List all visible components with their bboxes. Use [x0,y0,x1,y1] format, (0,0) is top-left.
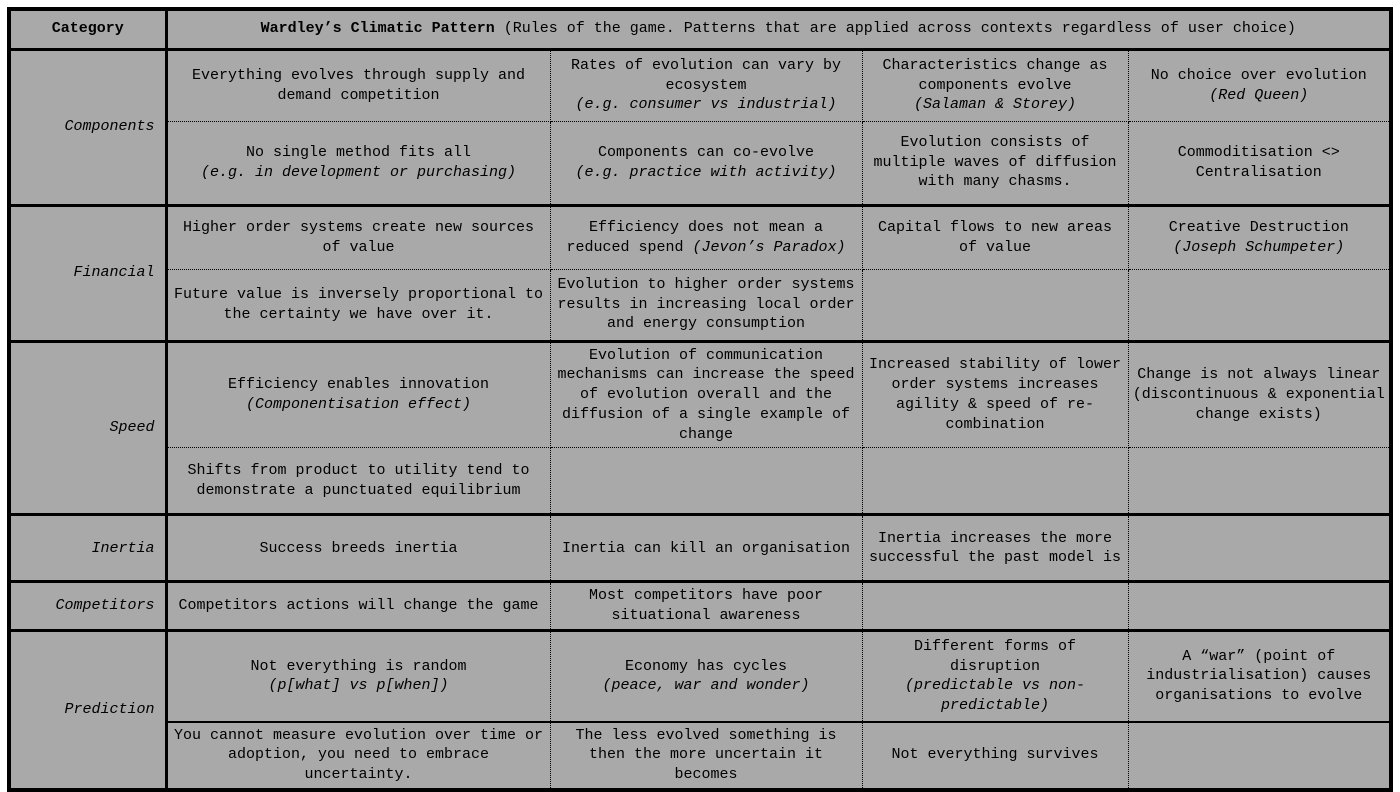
pattern-cell [862,582,1128,631]
pattern-note: (Jevon’s Paradox) [692,238,846,256]
pattern-cell [1128,582,1391,631]
pattern-cell [166,448,550,515]
pattern-cell [550,341,862,448]
pattern-cell [550,631,862,722]
pattern-cell [550,448,862,515]
pattern-text: Not everything survives [891,746,1099,764]
pattern-text: Capital flows to new areas of value [877,218,1113,256]
category-label-speed: Speed [9,341,166,515]
pattern-cell [862,631,1128,722]
pattern-cell [550,205,862,269]
pattern-text: You cannot measure evolution over time or adoption, you need to embrace uncertainty. [173,726,544,784]
pattern-text: Commoditisation <> Centralisation [1177,143,1340,181]
table-row [9,205,1391,269]
pattern-text: Inertia can kill an organisation [561,539,851,557]
pattern-text: Components can co-evolve [597,143,815,161]
table-title-cell [166,9,1391,49]
table-row [9,631,1391,722]
pattern-text: Change is not always linear (discontinuous & exponential change exists) [1132,366,1385,423]
pattern-text: Evolution to higher order systems results in increasing local order and energy consumption [557,275,855,333]
pattern-cell [1128,205,1391,269]
pattern-note: (Red Queen) [1209,86,1309,104]
pattern-text: Future value is inversely proportional to the certainty we have over it. [173,285,544,323]
table-title: Wardley’s Climatic Pattern [260,20,495,38]
pattern-text: Economy has cycles [624,657,788,675]
pattern-text: No choice over evolution [1150,66,1367,84]
pattern-cell [1128,515,1391,582]
pattern-cell [862,722,1128,790]
pattern-cell [862,205,1128,269]
pattern-cell [166,269,550,341]
category-column-header: Category [9,9,166,49]
pattern-text: Competitors actions will change the game [178,597,539,615]
pattern-cell [166,582,550,631]
pattern-cell [862,515,1128,582]
pattern-note: (Salaman & Storey) [913,96,1077,114]
pattern-cell [1128,269,1391,341]
pattern-text: Most competitors have poor situational awareness [588,587,824,625]
table-row [9,341,1391,448]
pattern-note: (e.g. consumer vs industrial) [575,96,837,114]
pattern-cell [1128,631,1391,722]
pattern-cell [550,582,862,631]
pattern-cell [166,631,550,722]
pattern-text: Not everything is random [250,657,467,675]
pattern-text: Efficiency does not mean a reduced spend [566,218,824,256]
pattern-note: (Joseph Schumpeter) [1173,238,1345,256]
pattern-note: (e.g. in development or purchasing) [200,163,517,181]
pattern-cell [550,722,862,790]
pattern-cell [166,205,550,269]
pattern-cell [1128,448,1391,515]
pattern-note: (p[what] vs p[when]) [268,677,449,695]
table-row [9,121,1391,205]
pattern-text: Higher order systems create new sources of value [182,218,535,256]
pattern-cell [166,722,550,790]
pattern-text: Evolution consists of multiple waves of diffusion with many chasms. [873,133,1117,191]
pattern-text: Evolution of communication mechanisms can increase the speed of evolution overall and the diffusion of a single example of change [557,346,855,443]
climatic-patterns-table [7,7,1393,792]
pattern-text: Increased stability of lower order systems increases agility & speed of re-combination [868,356,1122,433]
pattern-text: The less evolved something is then the more uncertain it becomes [575,726,837,784]
header-row [9,9,1391,49]
pattern-cell [166,515,550,582]
pattern-note: (e.g. practice with activity) [575,163,837,181]
pattern-cell [862,341,1128,448]
table-row [9,448,1391,515]
pattern-text: Characteristics change as components evolve [882,56,1108,94]
pattern-cell [862,448,1128,515]
pattern-cell [1128,49,1391,121]
pattern-cell [550,269,862,341]
table-row [9,269,1391,341]
category-label-components: Components [9,49,166,205]
pattern-note: (predictable vs non-predictable) [904,677,1086,715]
category-label-competitors: Competitors [9,582,166,631]
pattern-cell [1128,722,1391,790]
pattern-text: No single method fits all [245,143,472,161]
category-label-prediction: Prediction [9,631,166,790]
pattern-note: (Componentisation effect) [245,395,472,413]
pattern-text: Efficiency enables innovation [227,376,490,394]
pattern-cell [550,515,862,582]
category-label-financial: Financial [9,205,166,341]
pattern-cell [1128,341,1391,448]
category-label-inertia: Inertia [9,515,166,582]
table-row [9,49,1391,121]
table-row [9,722,1391,790]
table-subtitle: (Rules of the game. Patterns that are applied across contexts regardless of user choice) [494,20,1296,38]
table-row [9,582,1391,631]
pattern-text: Everything evolves through supply and demand competition [191,66,526,104]
pattern-cell [862,49,1128,121]
pattern-cell [166,49,550,121]
pattern-cell [1128,121,1391,205]
pattern-cell [862,121,1128,205]
pattern-text: Rates of evolution can vary by ecosystem [570,56,842,94]
pattern-text: Shifts from product to utility tend to demonstrate a punctuated equilibrium [187,462,530,499]
table-row [9,515,1391,582]
pattern-cell [166,121,550,205]
pattern-cell [862,269,1128,341]
pattern-note: (peace, war and wonder) [602,677,810,695]
pattern-text: Creative Destruction [1168,218,1349,236]
pattern-text: Inertia increases the more successful the past model is [868,529,1122,567]
pattern-text: Different forms of disruption [913,637,1077,675]
pattern-cell [550,121,862,205]
pattern-cell [166,341,550,448]
pattern-cell [550,49,862,121]
pattern-text: A “war” (point of industrialisation) causes organisations to evolve [1146,647,1372,705]
pattern-text: Success breeds inertia [259,539,458,557]
